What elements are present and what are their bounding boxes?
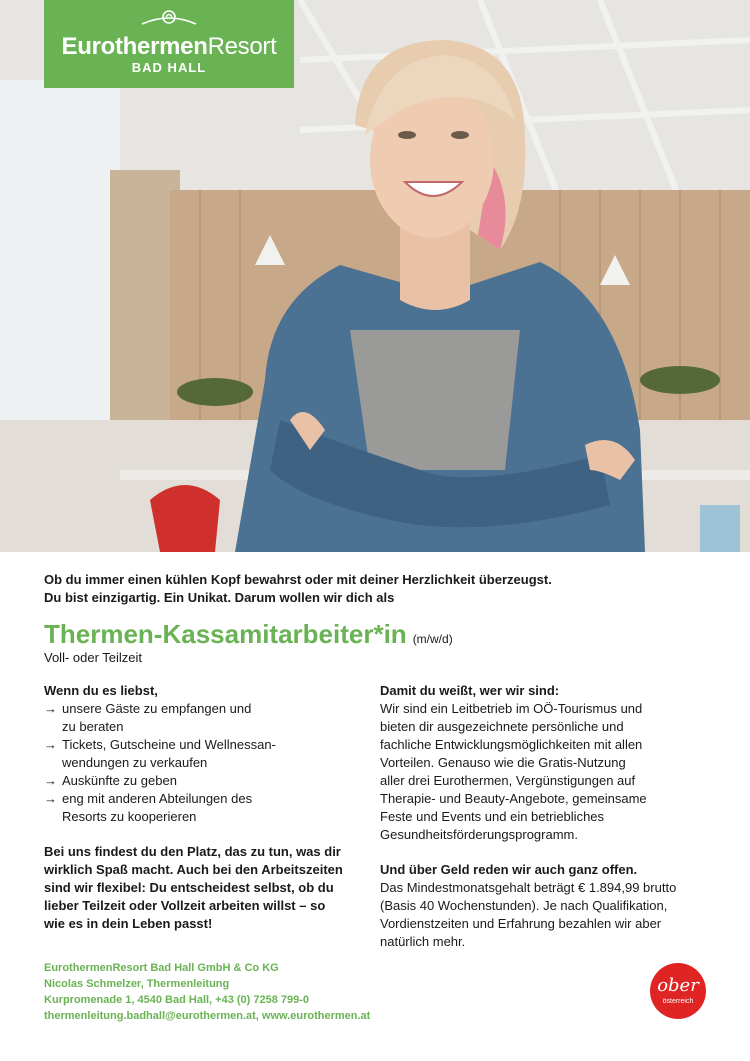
email-web-link[interactable]: thermenleitung.badhall@eurothermen.at, www.eurothermen.at: [44, 1010, 371, 1022]
list-item: → eng mit anderen Abteilungen des Resorts zu kooperieren: [44, 791, 253, 824]
contact-person: Nicolas Schmelzer, Thermenleitung: [44, 978, 230, 990]
gender-note: (m/w/d): [412, 632, 453, 646]
contact-footer: [44, 960, 464, 1024]
right-heading-salary: Und über Geld reden wir auch ganz offen.: [380, 862, 638, 877]
intro-line: Du bist einzigartig. Ein Unikat. Darum wollen wir dich als: [44, 590, 395, 605]
arrow-icon: →: [44, 791, 57, 806]
oberoesterreich-badge: [650, 963, 706, 1019]
job-title: Thermen-Kassamitarbeiter*in (m/w/d): [44, 619, 453, 649]
list-item: → Tickets, Gutscheine und Wellnessan- wendungen zu verkaufen: [44, 737, 276, 770]
flexibility-paragraph: Bei uns findest du den Platz, das zu tun, was dir wirklich Spaß macht. Auch bei den Arbeitszeiten sind wir flexibel: Du entscheidest selbst, ob du lieber Teilzeit oder Vollzeit arbeiten willst – so wie es in dein Leben passt!: [44, 844, 343, 931]
task-list: [44, 700, 374, 826]
company-name: EurothermenResort Bad Hall GmbH & Co KG: [44, 962, 279, 974]
list-item: → unsere Gäste zu empfangen und zu beraten: [44, 701, 252, 734]
intro-line: Ob du immer einen kühlen Kopf bewahrst oder mit deiner Herzlichkeit überzeugst.: [44, 572, 552, 587]
wave-logo-icon: [140, 8, 198, 30]
brand-logo: [44, 0, 294, 88]
left-heading: Wenn du es liebst,: [44, 683, 158, 698]
right-heading-about: Damit du weißt, wer wir sind:: [380, 683, 560, 698]
logo-location: BAD HALL: [131, 60, 207, 75]
arrow-icon: →: [44, 701, 57, 716]
logo-wordmark: EurothermenResort: [61, 33, 277, 60]
arrow-icon: →: [44, 773, 57, 788]
arrow-icon: →: [44, 737, 57, 752]
list-item: → Auskünfte zu geben: [44, 773, 177, 788]
about-paragraph: Wir sind ein Leitbetrieb im OÖ-Tourismus und bieten dir ausgezeichnete persönliche und fachliche Entwicklungsmöglichkeiten mit allen Vorteilen. Genauso wie die Gratis-Nutzung aller drei Eurothermen, Vergünstigungen auf Therapie- und Beauty-Angebote, gemeinsame Feste und Events und ein betriebliches Gesundheitsförderungsprogramm.: [380, 701, 647, 842]
badge-word: ober: [657, 975, 699, 996]
left-column: [44, 682, 374, 933]
salary-paragraph: Das Mindestmonatsgehalt beträgt € 1.894,99 brutto (Basis 40 Wochenstunden). Je nach Qualifikation, Vordienstzeiten und Erfahrung bezahlen wir aber natürlich mehr.: [380, 880, 677, 949]
job-subtitle: Voll- oder Teilzeit: [44, 650, 143, 665]
right-column: [380, 682, 710, 951]
address: Kurpromenade 1, 4540 Bad Hall, +43 (0) 7258 799-0: [44, 994, 310, 1006]
intro-text: [44, 571, 704, 607]
badge-sub: österreich: [662, 998, 694, 1005]
